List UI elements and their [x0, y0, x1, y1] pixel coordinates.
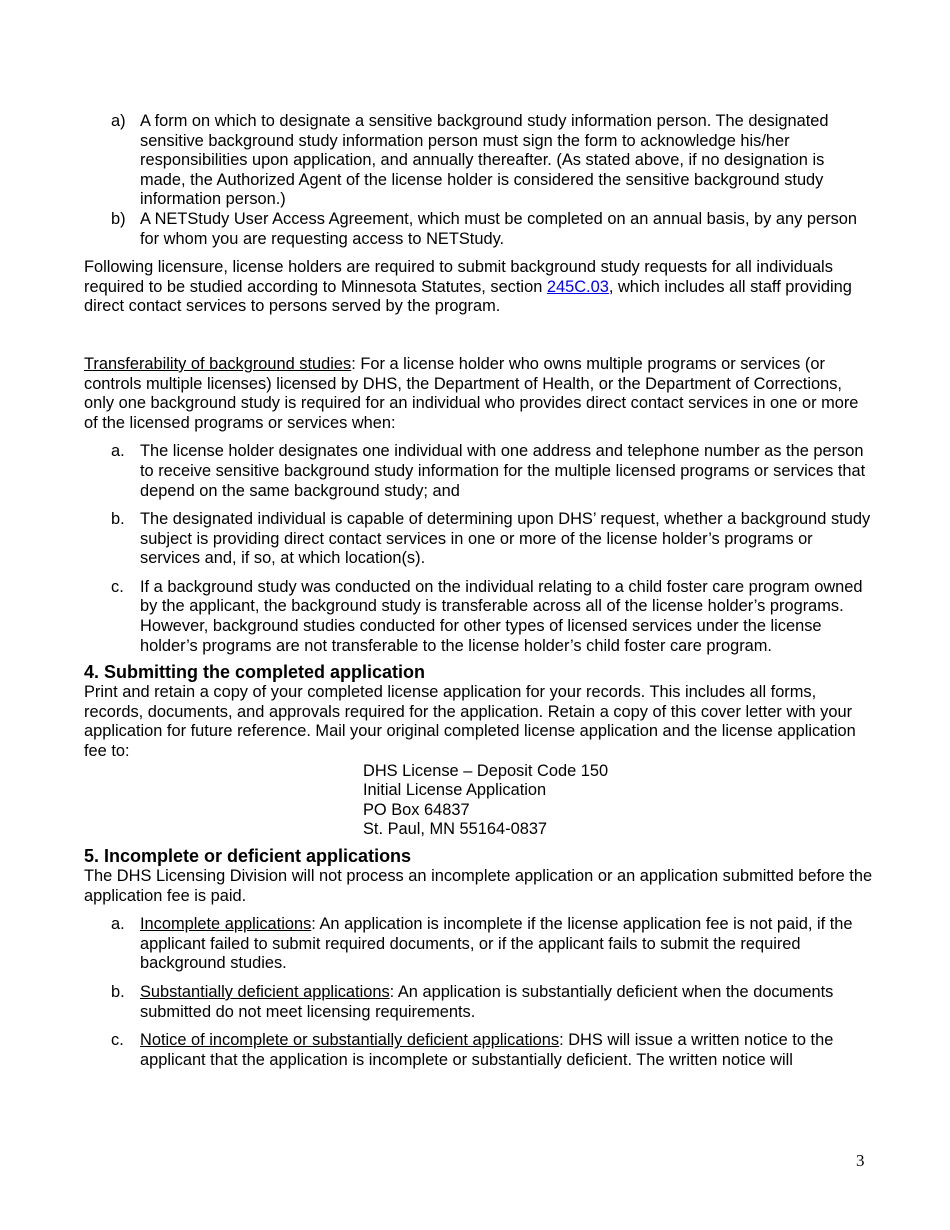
- list-text: The license holder designates one individual with one address and telephone number as the person to receive sensitive background study information for the multiple licensed programs or services that depend on the same background study; and: [140, 442, 866, 500]
- list-term: Substantially deficient applications: [140, 982, 390, 1001]
- list-term-text: : An application is incomplete if the license application fee is not paid, if the applicant failed to submit required documents, or if the applicant fails to submit the required background studies.: [140, 915, 853, 973]
- list-label: c.: [111, 577, 124, 596]
- list-label: a.: [111, 915, 125, 934]
- list-label: b.: [111, 510, 125, 529]
- list-text: [140, 983, 874, 1022]
- page-number: 3: [856, 1151, 865, 1170]
- address-line: St. Paul, MN 55164-0837: [363, 820, 548, 839]
- section-5-text: The DHS Licensing Division will not process an incomplete application or an application submitted before the application fee is paid.: [84, 867, 873, 905]
- transfer-heading: Transferability of background studies: [84, 354, 352, 373]
- list-item: [84, 1031, 874, 1070]
- list-text: [140, 1031, 874, 1070]
- list-label: a.: [111, 442, 125, 461]
- list-text: The designated individual is capable of determining upon DHS’ request, whether a background study subject is providing direct contact services in one or more of the license holder’s programs or services and, if so, at which location(s).: [140, 510, 871, 568]
- section-4-text: Print and retain a copy of your completed license application for your records. This includes all forms, records, documents, and approvals required for the application. Retain a copy of this cover letter with your application for future reference. Mail your original completed license application and the license application fee to:: [84, 683, 856, 761]
- address-line: Initial License Application: [363, 781, 547, 800]
- list-term: Incomplete applications: [140, 915, 312, 934]
- list-text: [140, 915, 874, 974]
- list-label: a): [111, 112, 126, 130]
- section-5-title: 5. Incomplete or deficient applications: [84, 846, 412, 866]
- list-label: b): [111, 209, 126, 228]
- transfer-paragraph: [84, 355, 874, 433]
- list-text: A NETStudy User Access Agreement, which must be completed on an annual basis, by any person for whom you are requesting access to NETStudy.: [140, 209, 858, 248]
- list-term: Notice of incomplete or substantially deficient applications: [140, 1031, 560, 1050]
- list-item: [84, 578, 874, 656]
- following-text-before: Following licensure, license holders are required to submit background study requests for all individuals required to be studied according to Minnesota Statutes, section: [84, 258, 833, 296]
- mailing-address: [84, 762, 874, 840]
- document-page: [84, 112, 874, 1070]
- list-item: [84, 210, 874, 249]
- list-label: b.: [111, 982, 125, 1001]
- address-line: DHS License – Deposit Code 150: [363, 761, 609, 780]
- list-text: A form on which to designate a sensitive background study information person. The designated sensitive background study information person must sign the form to acknowledge his/her responsibilities upon application, and annually thereafter. (As stated above, if no designation is made, the Authorized Agent of the license holder is considered the sensitive background study information person.): [140, 112, 829, 209]
- following-text-after: , which includes all staff providing direct contact services to persons served by the program.: [84, 277, 852, 316]
- address-line: PO Box 64837: [363, 800, 470, 819]
- following-paragraph: [84, 258, 874, 317]
- list-label: c.: [111, 1031, 124, 1050]
- statute-link[interactable]: 245C.03: [546, 277, 609, 296]
- list-item: [84, 983, 874, 1022]
- list-item: [84, 112, 874, 210]
- section-4-title: 4. Submitting the completed application: [84, 662, 426, 683]
- list-text: If a background study was conducted on the individual relating to a child foster care program owned by the applicant, the background study is transferable across all of the license holder’s programs. However, background studies conducted for other types of licensed services under the license holder’s programs are not transferable to the license holder’s child foster care program.: [140, 577, 863, 655]
- list-item: [84, 510, 874, 569]
- transfer-text: : For a license holder who owns multiple programs or services (or controls multiple licenses) licensed by DHS, the Department of Health, or the Department of Corrections, only one background study is required for an individual who provides direct contact services in one or more of the licensed programs or services when:: [84, 354, 859, 432]
- list-term-text: : An application is substantially deficient when the documents submitted do not meet licensing requirements.: [140, 982, 834, 1021]
- list-item: [84, 915, 874, 974]
- list-item: [84, 442, 874, 501]
- list-term-text: : DHS will issue a written notice to the applicant that the application is incomplete or substantially deficient. The written notice will: [140, 1031, 834, 1069]
